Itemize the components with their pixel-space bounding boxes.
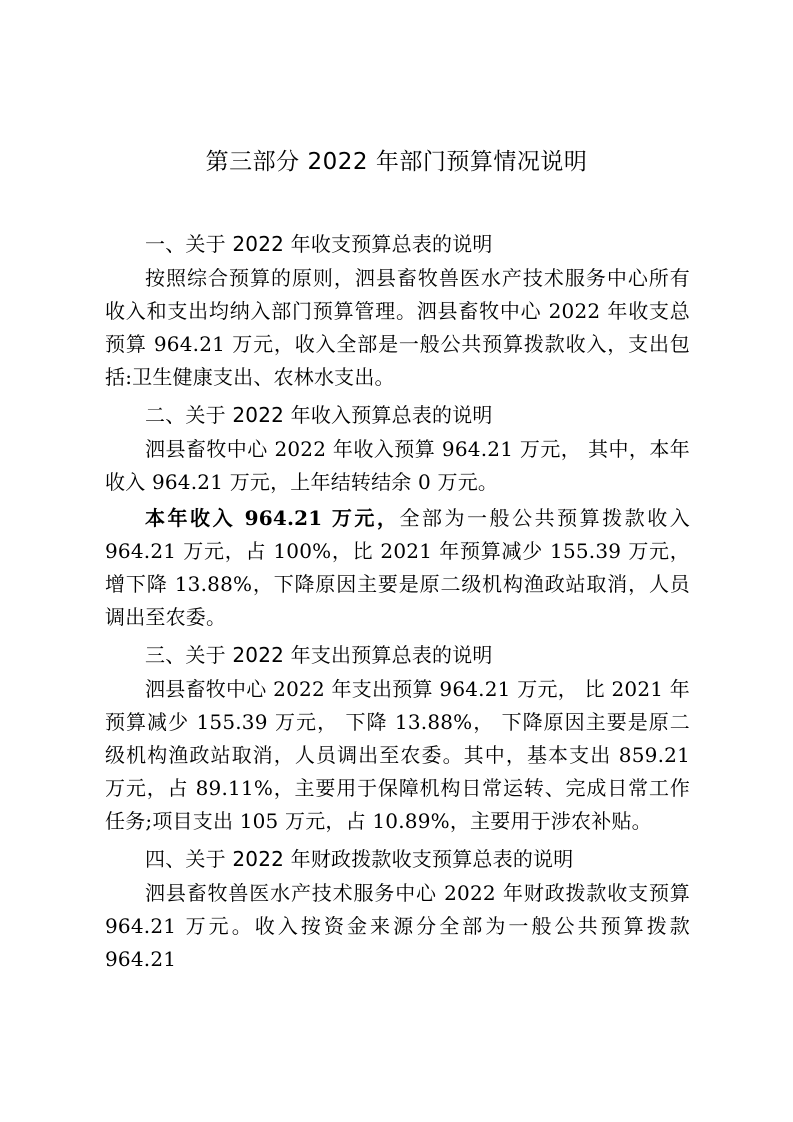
paragraph	[105, 502, 690, 634]
paragraph: 泗县畜牧中心 2022 年支出预算 964.21 万元， 比 2021 年预算减少 155.39 万元， 下降 13.88%， 下降原因主要是原二级机构渔政站取消，人员调出至农委。其中，基本支出 859.21 万元，占 89.11%，主要用于保障机构日常运转、完成日常工作任务;项目支出 105 万元，占 10.89%，主要用于涉农补贴。	[105, 677, 690, 833]
section-2	[105, 397, 690, 634]
bold-lead: 本年收入 964.21 万元，	[145, 506, 400, 530]
section-heading: 二、关于 2022 年收入预算总表的说明	[145, 403, 493, 427]
section-1	[105, 226, 690, 394]
paragraph: 按照综合预算的原则，泗县畜牧兽医水产技术服务中心所有收入和支出均纳入部门预算管理。泗县畜牧中心 2022 年收支总预算 964.21 万元，收入全部是一般公共预算拨款收入，支出包括:卫生健康支出、农林水支出。	[105, 266, 690, 389]
paragraph: 泗县畜牧中心 2022 年收入预算 964.21 万元， 其中，本年收入 964.21 万元，上年结转结余 0 万元。	[105, 437, 690, 494]
paragraph-text: 全部为一般公共预算拨款收入 964.21 万元，占 100%，比 2021 年预算减少 155.39 万元，增下降 13.88%，下降原因主要是原二级机构渔政站取消，人员调出至农委。	[105, 506, 690, 629]
paragraph: 泗县畜牧兽医水产技术服务中心 2022 年财政拨款收支预算 964.21 万元。收入按资金来源分全部为一般公共预算拨款 964.21	[105, 881, 690, 971]
section-4	[105, 841, 690, 976]
section-heading: 一、关于 2022 年收支预算总表的说明	[145, 232, 493, 256]
page-title: 第三部分 2022 年部门预算情况说明	[205, 149, 588, 175]
section-heading: 三、关于 2022 年支出预算总表的说明	[145, 643, 493, 667]
section-heading: 四、关于 2022 年财政拨款收支预算总表的说明	[145, 847, 574, 871]
section-3	[105, 637, 690, 838]
document-body	[105, 226, 690, 979]
